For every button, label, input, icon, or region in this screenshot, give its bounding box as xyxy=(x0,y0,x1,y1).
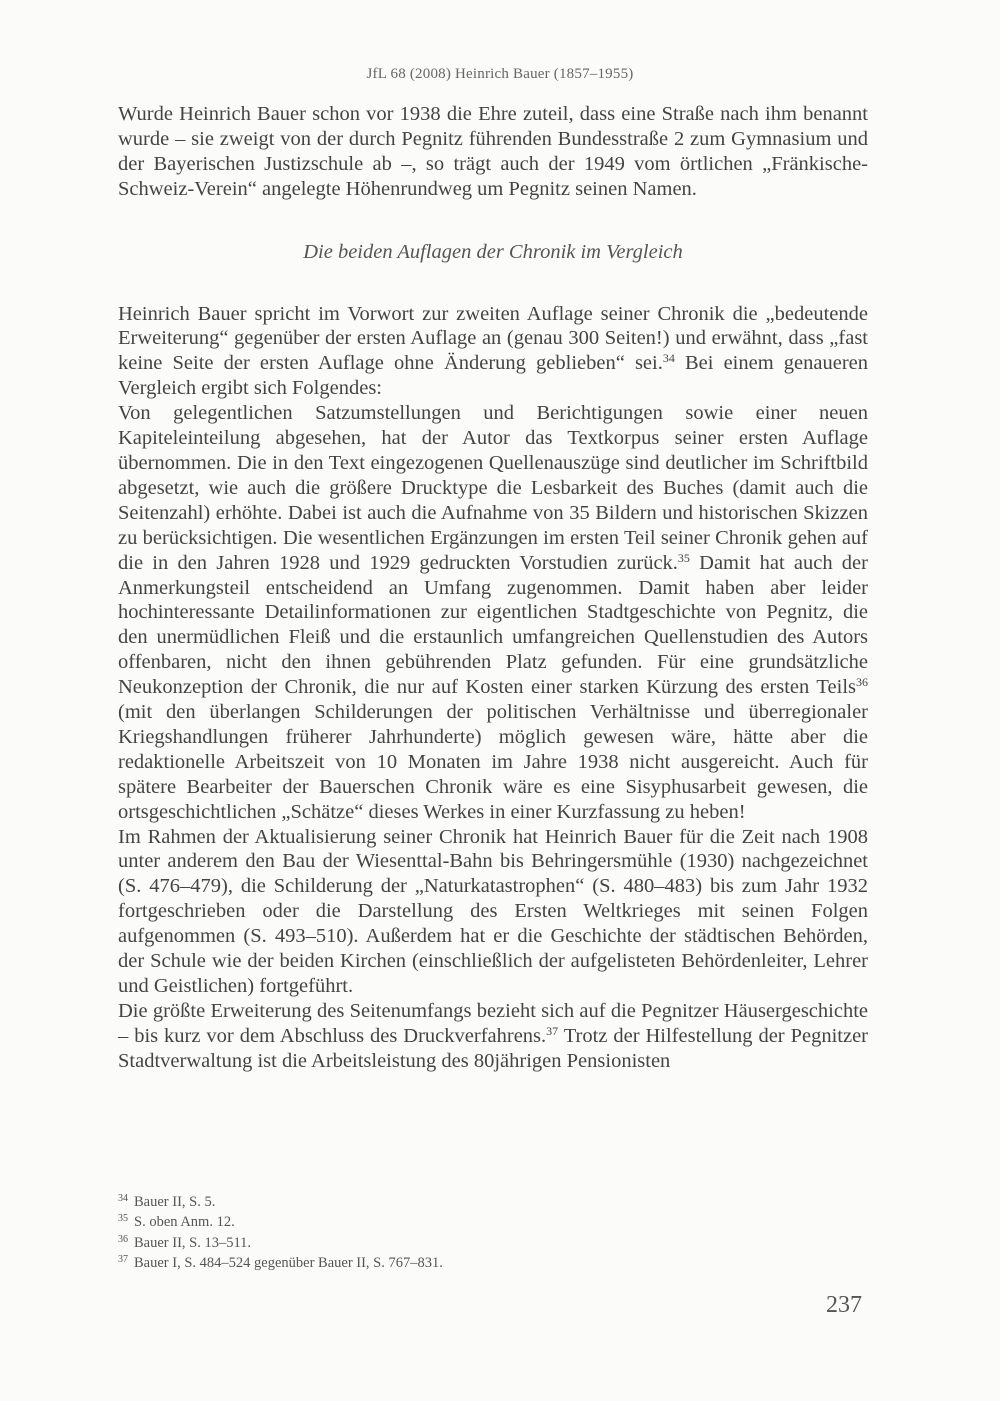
footnote-35 xyxy=(118,1212,818,1232)
footnote-ref-35[interactable]: 35 xyxy=(677,550,690,565)
paragraph-text: Bei einem genaueren Vergleich ergibt sich Folgendes: xyxy=(118,352,868,400)
footnote-ref-37[interactable]: 37 xyxy=(546,1023,559,1038)
footnote-text: S. oben Anm. 12. xyxy=(134,1214,235,1231)
footnote-text: Bauer II, S. 13–511. xyxy=(134,1234,252,1251)
paragraph-house-history xyxy=(118,999,868,1074)
footnote-number: 37 xyxy=(118,1253,128,1265)
paragraph-text: Heinrich Bauer spricht im Vorwort zur zweiten Auflage seiner Chronik die „bedeutende Erweiterung“ gegenüber der ersten Auflage an (genau 300 Seiten!) und erwähnt, dass „fast keine Seite der ersten Auflage ohne Änderung geblieben“ sei. xyxy=(118,302,868,375)
body-text xyxy=(118,102,868,1074)
paragraph-text: Trotz der Hilfestellung der Pegnitzer Stadtverwaltung ist die Arbeitsleistung des 80jährigen Pensionisten xyxy=(118,1024,868,1072)
footnote-ref-34[interactable]: 34 xyxy=(662,351,675,366)
paragraph-updates: Im Rahmen der Aktualisierung seiner Chronik hat Heinrich Bauer für die Zeit nach 1908 unter anderem den Bau der Wiesenttal-Bahn bis Behringersmühle (1930) nachgezeichnet (S. 476–479), die Schilderung der „Naturkatastrophen“ (S. 480–483) bis zum Jahr 1932 fortgeschrieben oder die Darstellung des Ersten Weltkrieges mit seinen Folgen aufgenommen (S. 493–510). Außerdem hat er die Geschichte der städtischen Behörden, der Schule wie der beiden Kirchen (einschließlich der aufgelisteten Behördenleiter, Lehrer und Geistlichen) fortgeführt. xyxy=(118,825,868,997)
footnote-34 xyxy=(118,1192,818,1212)
paragraph-text: Damit hat auch der Anmerkungsteil entscheidend an Umfang zugenommen. Damit haben aber leider hochinteressante Detailinformationen zur eigentlichen Stadtgeschichte von Pegnitz, die den unermüdlichen Fleiß und die erstaunlich umfangreichen Quellenstudien des Autors offenbaren, nicht den ihnen gebührenden Platz gefunden. Für eine grundsätzliche Neukonzeption der Chronik, die nur auf Kosten einer starken Kürzung des ersten Teils xyxy=(118,551,868,699)
footnote-number: 34 xyxy=(118,1193,128,1204)
footnotes xyxy=(118,1192,818,1273)
paragraph-text: Von gelegentlichen Satzumstellungen und Berichtigungen sowie einer neuen Kapiteleinteilung abgesehen, hat der Autor das Textkorpus seiner ersten Auflage übernommen. Die in den Text eingezogenen Quellenauszüge sind deutlicher im Schriftbild abgesetzt, wie auch die größere Drucktype die Lesbarkeit des Buches (damit auch die Seitenzahl) erhöhte. Dabei ist auch die Aufnahme von 35 Bildern und historischen Skizzen zu berücksichtigen. Die wesentlichen Ergänzungen im ersten Teil seiner Chronik gehen auf die in den Jahren 1928 und 1929 gedruckten Vorstudien zurück. xyxy=(118,402,868,574)
footnote-text: Bauer II, S. 5. xyxy=(134,1194,216,1210)
footnote-36 xyxy=(118,1233,818,1253)
paragraph-text-corpus xyxy=(118,401,868,824)
footnote-ref-36[interactable]: 36 xyxy=(856,675,868,690)
section-heading: Die beiden Auflagen der Chronik im Vergleich xyxy=(303,240,683,263)
page-number: 237 xyxy=(826,1292,862,1318)
footnote-number: 36 xyxy=(118,1233,128,1245)
paragraph-street-naming: Wurde Heinrich Bauer schon vor 1938 die Ehre zuteil, dass eine Straße nach ihm benannt wurde – sie zweigt von der durch Pegnitz führenden Bundesstraße 2 zum Gymnasium und der Bayerischen Justizschule ab –, so trägt auch der 1949 vom örtlichen „Fränkische-Schweiz-Verein“ angelegte Höhenrundweg um Pegnitz seinen Namen. xyxy=(118,103,868,200)
running-head: JfL 68 (2008) Heinrich Bauer (1857–1955) xyxy=(366,66,634,82)
footnote-37 xyxy=(118,1253,818,1273)
paragraph-text: Die größte Erweiterung des Seitenumfangs bezieht sich auf die Pegnitzer Häusergeschichte – bis kurz vor dem Abschluss des Druckverfahrens. xyxy=(118,999,868,1047)
paragraph-preface-comparison xyxy=(118,302,868,402)
footnote-text: Bauer I, S. 484–524 gegenüber Bauer II, S. 767–831. xyxy=(134,1254,443,1271)
paragraph-text: (mit den überlangen Schilderungen der politischen Verhältnisse und überregionaler Kriegshandlungen früherer Jahrhunderte) möglich gewesen wäre, hätte aber die redaktionelle Arbeitszeit von 10 Monaten im Jahre 1938 nicht ausgereicht. Auch für spätere Bearbeiter der Bauerschen Chronik wäre es eine Sisyphusarbeit gewesen, die ortsgeschichtlichen „Schätze“ dieses Werkes in einer Kurzfassung zu heben! xyxy=(118,701,868,823)
footnote-number: 35 xyxy=(118,1213,128,1225)
